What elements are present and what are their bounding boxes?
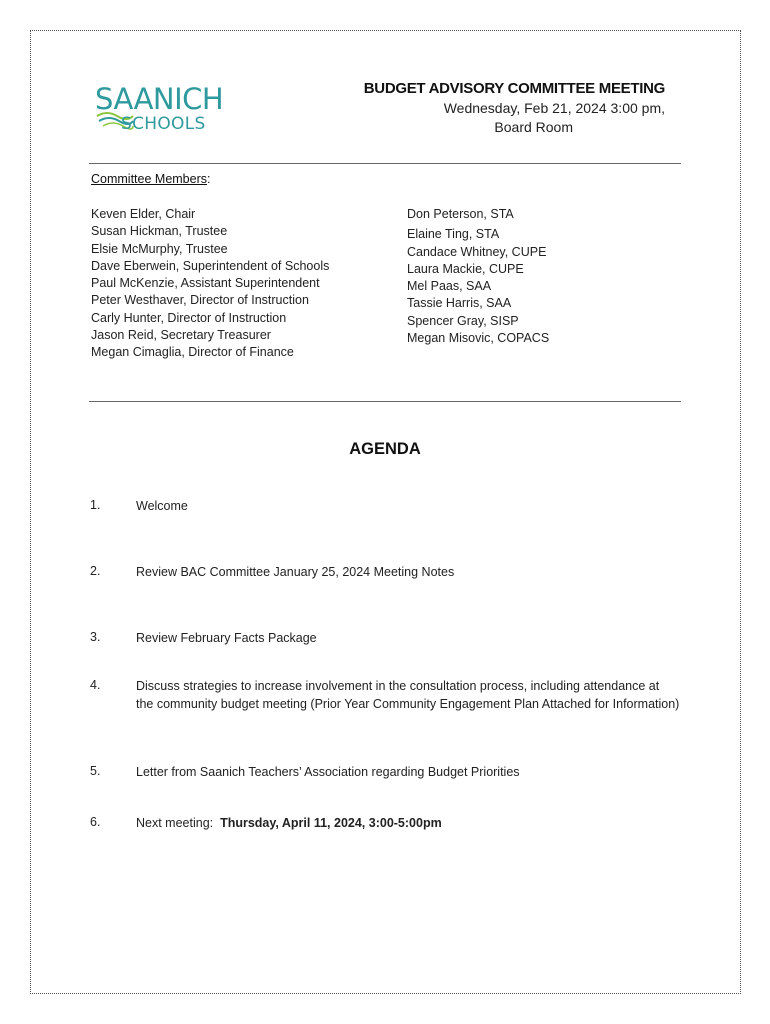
agenda-item-number: 1.: [90, 498, 101, 512]
agenda-item-text: Review BAC Committee January 25, 2024 Meeting Notes: [136, 565, 455, 579]
members-heading: [91, 172, 210, 186]
member-name: Susan Hickman, Trustee: [91, 224, 228, 239]
agenda-item-number: 2.: [90, 564, 101, 578]
member-name: Tassie Harris, SAA: [407, 296, 512, 311]
member-name: Megan Cimaglia, Director of Finance: [91, 345, 294, 360]
members-divider: [89, 401, 681, 402]
next-meeting-date: Thursday, April 11, 2024, 3:00-5:00pm: [220, 816, 442, 830]
agenda-item-number: 3.: [90, 630, 101, 644]
meeting-room: Board Room: [494, 119, 573, 135]
agenda-item-text: [136, 815, 680, 833]
member-name: Mel Paas, SAA: [407, 279, 492, 294]
header-divider: [89, 163, 681, 164]
member-name: Megan Misovic, COPACS: [407, 331, 550, 346]
member-name: Peter Westhaver, Director of Instruction: [91, 293, 309, 308]
agenda-item-text: Letter from Saanich Teachers’ Association regarding Budget Priorities: [136, 765, 520, 779]
member-name: Carly Hunter, Director of Instruction: [91, 310, 287, 325]
meeting-date: Wednesday, Feb 21, 2024 3:00 pm,: [443, 100, 665, 116]
logo-line2: SCHOOLS: [121, 114, 206, 134]
agenda-item-number: 6.: [90, 815, 101, 829]
logo-line1: SAANICH: [95, 82, 224, 116]
members-heading-colon: :: [207, 172, 211, 186]
meeting-title: BUDGET ADVISORY COMMITTEE MEETING: [363, 80, 665, 97]
agenda-item-number: 4.: [90, 678, 101, 692]
agenda-item-number: 5.: [90, 764, 101, 778]
agenda-item-text: Review February Facts Package: [136, 631, 317, 645]
member-name: Don Peterson, STA: [407, 207, 514, 221]
member-name: Candace Whitney, CUPE: [407, 244, 547, 259]
members-left-column: [91, 206, 329, 362]
member-name: Elsie McMurphy, Trustee: [91, 241, 228, 256]
member-name: Jason Reid, Secretary Treasurer: [91, 328, 271, 343]
member-name: Dave Eberwein, Superintendent of Schools: [91, 258, 330, 273]
member-name: Spencer Gray, SISP: [407, 313, 519, 328]
member-name: Paul McKenzie, Assistant Superintendent: [91, 276, 320, 291]
members-right-column: [407, 206, 549, 347]
agenda-item-text: Welcome: [136, 499, 188, 513]
agenda-title: AGENDA: [349, 440, 421, 458]
saanich-schools-logo: [95, 84, 225, 136]
member-name: Elaine Ting, STA: [407, 227, 500, 242]
member-name: Keven Elder, Chair: [91, 207, 196, 221]
member-name: Laura Mackie, CUPE: [407, 261, 524, 276]
members-heading-text: Committee Members: [91, 172, 207, 186]
agenda-item-text: Discuss strategies to increase involvement in the consultation process, including attendance at the community budget meeting (Prior Year Community Engagement Plan Attached for Information): [136, 679, 680, 711]
next-meeting-label: Next meeting:: [136, 816, 214, 830]
